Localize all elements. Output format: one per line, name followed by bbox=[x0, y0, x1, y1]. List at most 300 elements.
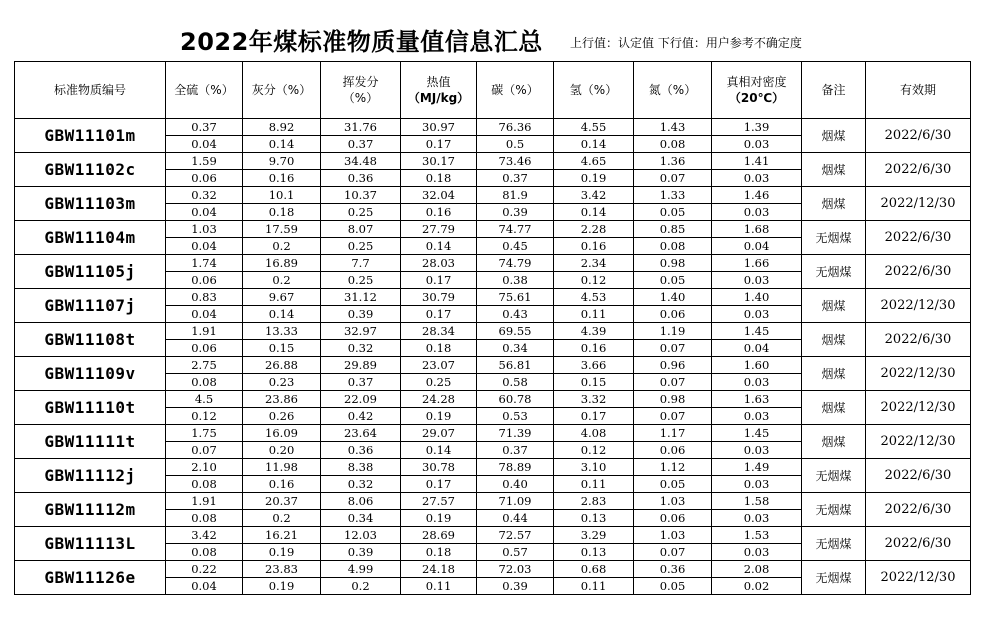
uncertainty-value: 0.06 bbox=[634, 306, 712, 323]
uncertainty-value: 0.2 bbox=[243, 510, 321, 527]
uncertainty-value: 0.02 bbox=[712, 578, 802, 595]
certified-value: 22.09 bbox=[321, 391, 401, 408]
uncertainty-value: 0.53 bbox=[477, 408, 554, 425]
material-id: GBW11104m bbox=[15, 221, 166, 255]
coal-type-note: 烟煤 bbox=[802, 357, 866, 391]
certified-value: 9.70 bbox=[243, 153, 321, 170]
material-id: GBW11103m bbox=[15, 187, 166, 221]
uncertainty-value: 0.03 bbox=[712, 374, 802, 391]
certified-value: 4.99 bbox=[321, 561, 401, 578]
certified-value: 1.40 bbox=[712, 289, 802, 306]
uncertainty-value: 0.14 bbox=[401, 238, 477, 255]
table-row-upper bbox=[15, 221, 971, 238]
certified-value: 8.92 bbox=[243, 119, 321, 136]
header-sulfur: 全硫（%） bbox=[166, 62, 243, 119]
certified-value: 1.41 bbox=[712, 153, 802, 170]
header-heat bbox=[401, 62, 477, 119]
uncertainty-value: 0.39 bbox=[477, 204, 554, 221]
certified-value: 34.48 bbox=[321, 153, 401, 170]
coal-type-note: 无烟煤 bbox=[802, 561, 866, 595]
coal-type-note: 烟煤 bbox=[802, 391, 866, 425]
uncertainty-value: 0.12 bbox=[554, 272, 634, 289]
certified-value: 1.75 bbox=[166, 425, 243, 442]
certified-value: 17.59 bbox=[243, 221, 321, 238]
certified-value: 8.07 bbox=[321, 221, 401, 238]
certified-value: 3.42 bbox=[554, 187, 634, 204]
material-id: GBW11109v bbox=[15, 357, 166, 391]
certified-value: 1.91 bbox=[166, 493, 243, 510]
certified-value: 1.19 bbox=[634, 323, 712, 340]
header-density-line1: 真相对密度 bbox=[726, 75, 787, 89]
coal-type-note: 无烟煤 bbox=[802, 493, 866, 527]
uncertainty-value: 0.08 bbox=[166, 510, 243, 527]
material-id: GBW11105j bbox=[15, 255, 166, 289]
table-row-upper bbox=[15, 119, 971, 136]
certified-value: 76.36 bbox=[477, 119, 554, 136]
coal-type-note: 无烟煤 bbox=[802, 527, 866, 561]
material-id: GBW11101m bbox=[15, 119, 166, 153]
uncertainty-value: 0.18 bbox=[401, 544, 477, 561]
uncertainty-value: 0.05 bbox=[634, 578, 712, 595]
certified-value: 1.58 bbox=[712, 493, 802, 510]
uncertainty-value: 0.2 bbox=[321, 578, 401, 595]
certified-value: 29.07 bbox=[401, 425, 477, 442]
certified-value: 12.03 bbox=[321, 527, 401, 544]
certified-value: 1.66 bbox=[712, 255, 802, 272]
certified-value: 1.74 bbox=[166, 255, 243, 272]
certified-value: 72.03 bbox=[477, 561, 554, 578]
material-id: GBW11111t bbox=[15, 425, 166, 459]
uncertainty-value: 0.03 bbox=[712, 272, 802, 289]
uncertainty-value: 0.08 bbox=[166, 374, 243, 391]
uncertainty-value: 0.39 bbox=[321, 306, 401, 323]
certified-value: 30.97 bbox=[401, 119, 477, 136]
uncertainty-value: 0.40 bbox=[477, 476, 554, 493]
certified-value: 7.7 bbox=[321, 255, 401, 272]
certified-value: 8.06 bbox=[321, 493, 401, 510]
expiry-date: 2022/6/30 bbox=[866, 459, 971, 493]
certified-value: 1.03 bbox=[166, 221, 243, 238]
certified-value: 24.28 bbox=[401, 391, 477, 408]
uncertainty-value: 0.32 bbox=[321, 340, 401, 357]
certified-value: 28.69 bbox=[401, 527, 477, 544]
page-title: 2022年煤标准物质量值信息汇总 bbox=[180, 28, 543, 56]
uncertainty-value: 0.32 bbox=[321, 476, 401, 493]
uncertainty-value: 0.37 bbox=[321, 136, 401, 153]
expiry-date: 2022/12/30 bbox=[866, 561, 971, 595]
header-note: 备注 bbox=[802, 62, 866, 119]
uncertainty-value: 0.16 bbox=[243, 476, 321, 493]
expiry-date: 2022/6/30 bbox=[866, 493, 971, 527]
certified-value: 11.98 bbox=[243, 459, 321, 476]
certified-value: 4.53 bbox=[554, 289, 634, 306]
header-hydrogen: 氢（%） bbox=[554, 62, 634, 119]
certified-value: 10.37 bbox=[321, 187, 401, 204]
uncertainty-value: 0.04 bbox=[712, 340, 802, 357]
uncertainty-value: 0.03 bbox=[712, 510, 802, 527]
certified-value: 81.9 bbox=[477, 187, 554, 204]
certified-value: 56.81 bbox=[477, 357, 554, 374]
certified-value: 3.66 bbox=[554, 357, 634, 374]
certified-value: 32.04 bbox=[401, 187, 477, 204]
certified-value: 9.67 bbox=[243, 289, 321, 306]
expiry-date: 2022/6/30 bbox=[866, 255, 971, 289]
header-heat-line2: （MJ/kg） bbox=[407, 91, 470, 105]
certified-value: 2.83 bbox=[554, 493, 634, 510]
material-id: GBW11107j bbox=[15, 289, 166, 323]
uncertainty-value: 0.04 bbox=[166, 238, 243, 255]
certified-value: 26.88 bbox=[243, 357, 321, 374]
uncertainty-value: 0.19 bbox=[243, 578, 321, 595]
certified-value: 30.17 bbox=[401, 153, 477, 170]
certified-value: 30.78 bbox=[401, 459, 477, 476]
certified-value: 75.61 bbox=[477, 289, 554, 306]
certified-value: 2.08 bbox=[712, 561, 802, 578]
uncertainty-value: 0.34 bbox=[321, 510, 401, 527]
uncertainty-value: 0.19 bbox=[243, 544, 321, 561]
uncertainty-value: 0.11 bbox=[554, 306, 634, 323]
uncertainty-value: 0.2 bbox=[243, 238, 321, 255]
certified-value: 2.34 bbox=[554, 255, 634, 272]
uncertainty-value: 0.13 bbox=[554, 510, 634, 527]
certified-value: 69.55 bbox=[477, 323, 554, 340]
uncertainty-value: 0.17 bbox=[401, 306, 477, 323]
certified-value: 1.68 bbox=[712, 221, 802, 238]
uncertainty-value: 0.58 bbox=[477, 374, 554, 391]
certified-value: 2.28 bbox=[554, 221, 634, 238]
material-id: GBW11112m bbox=[15, 493, 166, 527]
uncertainty-value: 0.37 bbox=[477, 170, 554, 187]
header-volatile-line1: 挥发分 bbox=[342, 75, 379, 89]
certified-value: 1.46 bbox=[712, 187, 802, 204]
certified-value: 29.89 bbox=[321, 357, 401, 374]
table-row-upper bbox=[15, 425, 971, 442]
certified-value: 27.57 bbox=[401, 493, 477, 510]
uncertainty-value: 0.18 bbox=[401, 340, 477, 357]
expiry-date: 2022/12/30 bbox=[866, 391, 971, 425]
certified-value: 71.09 bbox=[477, 493, 554, 510]
certified-value: 0.98 bbox=[634, 391, 712, 408]
table-row-upper bbox=[15, 459, 971, 476]
uncertainty-value: 0.15 bbox=[554, 374, 634, 391]
uncertainty-value: 0.25 bbox=[321, 272, 401, 289]
uncertainty-value: 0.17 bbox=[401, 476, 477, 493]
page-subtitle: 上行值：认定值 下行值：用户参考不确定度 bbox=[570, 36, 802, 50]
uncertainty-value: 0.34 bbox=[477, 340, 554, 357]
uncertainty-value: 0.08 bbox=[634, 238, 712, 255]
certified-value: 1.03 bbox=[634, 527, 712, 544]
uncertainty-value: 0.14 bbox=[554, 136, 634, 153]
uncertainty-value: 0.36 bbox=[321, 170, 401, 187]
expiry-date: 2022/12/30 bbox=[866, 357, 971, 391]
certified-value: 72.57 bbox=[477, 527, 554, 544]
certified-value: 4.39 bbox=[554, 323, 634, 340]
certified-value: 30.79 bbox=[401, 289, 477, 306]
uncertainty-value: 0.13 bbox=[554, 544, 634, 561]
uncertainty-value: 0.17 bbox=[401, 136, 477, 153]
uncertainty-value: 0.03 bbox=[712, 408, 802, 425]
coal-type-note: 无烟煤 bbox=[802, 459, 866, 493]
certified-value: 0.68 bbox=[554, 561, 634, 578]
certified-value: 0.37 bbox=[166, 119, 243, 136]
coal-type-note: 烟煤 bbox=[802, 153, 866, 187]
uncertainty-value: 0.08 bbox=[166, 476, 243, 493]
uncertainty-value: 0.11 bbox=[554, 476, 634, 493]
material-id: GBW11113L bbox=[15, 527, 166, 561]
certified-value: 13.33 bbox=[243, 323, 321, 340]
table-row-upper bbox=[15, 493, 971, 510]
certified-value: 0.36 bbox=[634, 561, 712, 578]
material-id: GBW11112j bbox=[15, 459, 166, 493]
table-row-upper bbox=[15, 561, 971, 578]
uncertainty-value: 0.08 bbox=[166, 544, 243, 561]
uncertainty-value: 0.16 bbox=[243, 170, 321, 187]
certified-value: 1.60 bbox=[712, 357, 802, 374]
header-volatile bbox=[321, 62, 401, 119]
uncertainty-value: 0.14 bbox=[554, 204, 634, 221]
material-id: GBW11126e bbox=[15, 561, 166, 595]
coal-type-note: 无烟煤 bbox=[802, 221, 866, 255]
certified-value: 71.39 bbox=[477, 425, 554, 442]
uncertainty-value: 0.11 bbox=[554, 578, 634, 595]
certified-value: 4.55 bbox=[554, 119, 634, 136]
certified-value: 23.07 bbox=[401, 357, 477, 374]
uncertainty-value: 0.06 bbox=[166, 340, 243, 357]
certified-value: 3.10 bbox=[554, 459, 634, 476]
certified-value: 1.63 bbox=[712, 391, 802, 408]
certified-value: 73.46 bbox=[477, 153, 554, 170]
coal-reference-table bbox=[14, 61, 971, 595]
certified-value: 1.03 bbox=[634, 493, 712, 510]
uncertainty-value: 0.25 bbox=[321, 238, 401, 255]
certified-value: 31.12 bbox=[321, 289, 401, 306]
certified-value: 0.83 bbox=[166, 289, 243, 306]
uncertainty-value: 0.39 bbox=[321, 544, 401, 561]
certified-value: 32.97 bbox=[321, 323, 401, 340]
coal-type-note: 烟煤 bbox=[802, 187, 866, 221]
expiry-date: 2022/12/30 bbox=[866, 289, 971, 323]
header-ash: 灰分（%） bbox=[243, 62, 321, 119]
certified-value: 20.37 bbox=[243, 493, 321, 510]
uncertainty-value: 0.17 bbox=[554, 408, 634, 425]
certified-value: 1.43 bbox=[634, 119, 712, 136]
coal-type-note: 烟煤 bbox=[802, 425, 866, 459]
expiry-date: 2022/6/30 bbox=[866, 323, 971, 357]
uncertainty-value: 0.19 bbox=[554, 170, 634, 187]
certified-value: 0.96 bbox=[634, 357, 712, 374]
certified-value: 2.10 bbox=[166, 459, 243, 476]
header-volatile-line2: （%） bbox=[342, 91, 379, 105]
uncertainty-value: 0.11 bbox=[401, 578, 477, 595]
certified-value: 1.33 bbox=[634, 187, 712, 204]
certified-value: 4.08 bbox=[554, 425, 634, 442]
uncertainty-value: 0.15 bbox=[243, 340, 321, 357]
uncertainty-value: 0.04 bbox=[166, 136, 243, 153]
uncertainty-value: 0.07 bbox=[634, 170, 712, 187]
certified-value: 23.64 bbox=[321, 425, 401, 442]
certified-value: 16.09 bbox=[243, 425, 321, 442]
title-bar bbox=[0, 22, 987, 62]
certified-value: 16.89 bbox=[243, 255, 321, 272]
uncertainty-value: 0.37 bbox=[321, 374, 401, 391]
table-row-upper bbox=[15, 187, 971, 204]
uncertainty-value: 0.42 bbox=[321, 408, 401, 425]
uncertainty-value: 0.04 bbox=[166, 204, 243, 221]
expiry-date: 2022/6/30 bbox=[866, 221, 971, 255]
certified-value: 74.79 bbox=[477, 255, 554, 272]
header-row bbox=[15, 62, 971, 119]
uncertainty-value: 0.05 bbox=[634, 272, 712, 289]
uncertainty-value: 0.2 bbox=[243, 272, 321, 289]
uncertainty-value: 0.43 bbox=[477, 306, 554, 323]
uncertainty-value: 0.19 bbox=[401, 408, 477, 425]
uncertainty-value: 0.37 bbox=[477, 442, 554, 459]
uncertainty-value: 0.44 bbox=[477, 510, 554, 527]
uncertainty-value: 0.03 bbox=[712, 442, 802, 459]
certified-value: 3.32 bbox=[554, 391, 634, 408]
uncertainty-value: 0.07 bbox=[634, 374, 712, 391]
certified-value: 60.78 bbox=[477, 391, 554, 408]
uncertainty-value: 0.16 bbox=[401, 204, 477, 221]
table-row-upper bbox=[15, 255, 971, 272]
table-row-upper bbox=[15, 289, 971, 306]
uncertainty-value: 0.06 bbox=[166, 170, 243, 187]
certified-value: 1.12 bbox=[634, 459, 712, 476]
header-nitrogen: 氮（%） bbox=[634, 62, 712, 119]
certified-value: 1.59 bbox=[166, 153, 243, 170]
uncertainty-value: 0.03 bbox=[712, 544, 802, 561]
uncertainty-value: 0.23 bbox=[243, 374, 321, 391]
uncertainty-value: 0.05 bbox=[634, 476, 712, 493]
expiry-date: 2022/6/30 bbox=[866, 119, 971, 153]
uncertainty-value: 0.14 bbox=[401, 442, 477, 459]
material-id: GBW11110t bbox=[15, 391, 166, 425]
uncertainty-value: 0.18 bbox=[243, 204, 321, 221]
coal-type-note: 烟煤 bbox=[802, 289, 866, 323]
expiry-date: 2022/12/30 bbox=[866, 187, 971, 221]
certified-value: 23.83 bbox=[243, 561, 321, 578]
certified-value: 3.42 bbox=[166, 527, 243, 544]
table-row-upper bbox=[15, 357, 971, 374]
certified-value: 31.76 bbox=[321, 119, 401, 136]
certified-value: 3.29 bbox=[554, 527, 634, 544]
uncertainty-value: 0.06 bbox=[634, 442, 712, 459]
certified-value: 0.22 bbox=[166, 561, 243, 578]
uncertainty-value: 0.25 bbox=[401, 374, 477, 391]
uncertainty-value: 0.39 bbox=[477, 578, 554, 595]
uncertainty-value: 0.16 bbox=[554, 238, 634, 255]
uncertainty-value: 0.07 bbox=[634, 408, 712, 425]
uncertainty-value: 0.06 bbox=[634, 510, 712, 527]
certified-value: 28.34 bbox=[401, 323, 477, 340]
header-id: 标准物质编号 bbox=[15, 62, 166, 119]
uncertainty-value: 0.04 bbox=[712, 238, 802, 255]
uncertainty-value: 0.14 bbox=[243, 136, 321, 153]
certified-value: 4.5 bbox=[166, 391, 243, 408]
table-row-upper bbox=[15, 153, 971, 170]
expiry-date: 2022/6/30 bbox=[866, 153, 971, 187]
uncertainty-value: 0.08 bbox=[634, 136, 712, 153]
uncertainty-value: 0.5 bbox=[477, 136, 554, 153]
coal-type-note: 无烟煤 bbox=[802, 255, 866, 289]
table-row-upper bbox=[15, 391, 971, 408]
certified-value: 2.75 bbox=[166, 357, 243, 374]
certified-value: 78.89 bbox=[477, 459, 554, 476]
certified-value: 1.39 bbox=[712, 119, 802, 136]
uncertainty-value: 0.03 bbox=[712, 170, 802, 187]
uncertainty-value: 0.03 bbox=[712, 306, 802, 323]
header-heat-line1: 热值 bbox=[426, 75, 451, 89]
table-row-upper bbox=[15, 527, 971, 544]
uncertainty-value: 0.07 bbox=[166, 442, 243, 459]
certified-value: 0.85 bbox=[634, 221, 712, 238]
certified-value: 1.91 bbox=[166, 323, 243, 340]
uncertainty-value: 0.18 bbox=[401, 170, 477, 187]
certified-value: 27.79 bbox=[401, 221, 477, 238]
uncertainty-value: 0.12 bbox=[166, 408, 243, 425]
uncertainty-value: 0.20 bbox=[243, 442, 321, 459]
uncertainty-value: 0.17 bbox=[401, 272, 477, 289]
uncertainty-value: 0.26 bbox=[243, 408, 321, 425]
certified-value: 16.21 bbox=[243, 527, 321, 544]
certified-value: 24.18 bbox=[401, 561, 477, 578]
certified-value: 74.77 bbox=[477, 221, 554, 238]
uncertainty-value: 0.25 bbox=[321, 204, 401, 221]
certified-value: 0.32 bbox=[166, 187, 243, 204]
header-expiry: 有效期 bbox=[866, 62, 971, 119]
certified-value: 1.45 bbox=[712, 425, 802, 442]
header-carbon: 碳（%） bbox=[477, 62, 554, 119]
header-density bbox=[712, 62, 802, 119]
uncertainty-value: 0.07 bbox=[634, 340, 712, 357]
certified-value: 1.17 bbox=[634, 425, 712, 442]
uncertainty-value: 0.12 bbox=[554, 442, 634, 459]
material-id: GBW11102c bbox=[15, 153, 166, 187]
uncertainty-value: 0.03 bbox=[712, 204, 802, 221]
uncertainty-value: 0.57 bbox=[477, 544, 554, 561]
uncertainty-value: 0.03 bbox=[712, 136, 802, 153]
uncertainty-value: 0.19 bbox=[401, 510, 477, 527]
expiry-date: 2022/6/30 bbox=[866, 527, 971, 561]
uncertainty-value: 0.03 bbox=[712, 476, 802, 493]
uncertainty-value: 0.05 bbox=[634, 204, 712, 221]
expiry-date: 2022/12/30 bbox=[866, 425, 971, 459]
uncertainty-value: 0.45 bbox=[477, 238, 554, 255]
certified-value: 1.53 bbox=[712, 527, 802, 544]
certified-value: 0.98 bbox=[634, 255, 712, 272]
certified-value: 1.36 bbox=[634, 153, 712, 170]
table-row-upper bbox=[15, 323, 971, 340]
material-id: GBW11108t bbox=[15, 323, 166, 357]
uncertainty-value: 0.38 bbox=[477, 272, 554, 289]
coal-type-note: 烟煤 bbox=[802, 323, 866, 357]
certified-value: 28.03 bbox=[401, 255, 477, 272]
uncertainty-value: 0.06 bbox=[166, 272, 243, 289]
table-body bbox=[15, 119, 971, 595]
uncertainty-value: 0.16 bbox=[554, 340, 634, 357]
certified-value: 1.45 bbox=[712, 323, 802, 340]
certified-value: 10.1 bbox=[243, 187, 321, 204]
coal-type-note: 烟煤 bbox=[802, 119, 866, 153]
uncertainty-value: 0.04 bbox=[166, 578, 243, 595]
certified-value: 1.49 bbox=[712, 459, 802, 476]
uncertainty-value: 0.14 bbox=[243, 306, 321, 323]
certified-value: 1.40 bbox=[634, 289, 712, 306]
uncertainty-value: 0.04 bbox=[166, 306, 243, 323]
header-density-line2: （20℃） bbox=[728, 91, 785, 105]
uncertainty-value: 0.36 bbox=[321, 442, 401, 459]
certified-value: 4.65 bbox=[554, 153, 634, 170]
